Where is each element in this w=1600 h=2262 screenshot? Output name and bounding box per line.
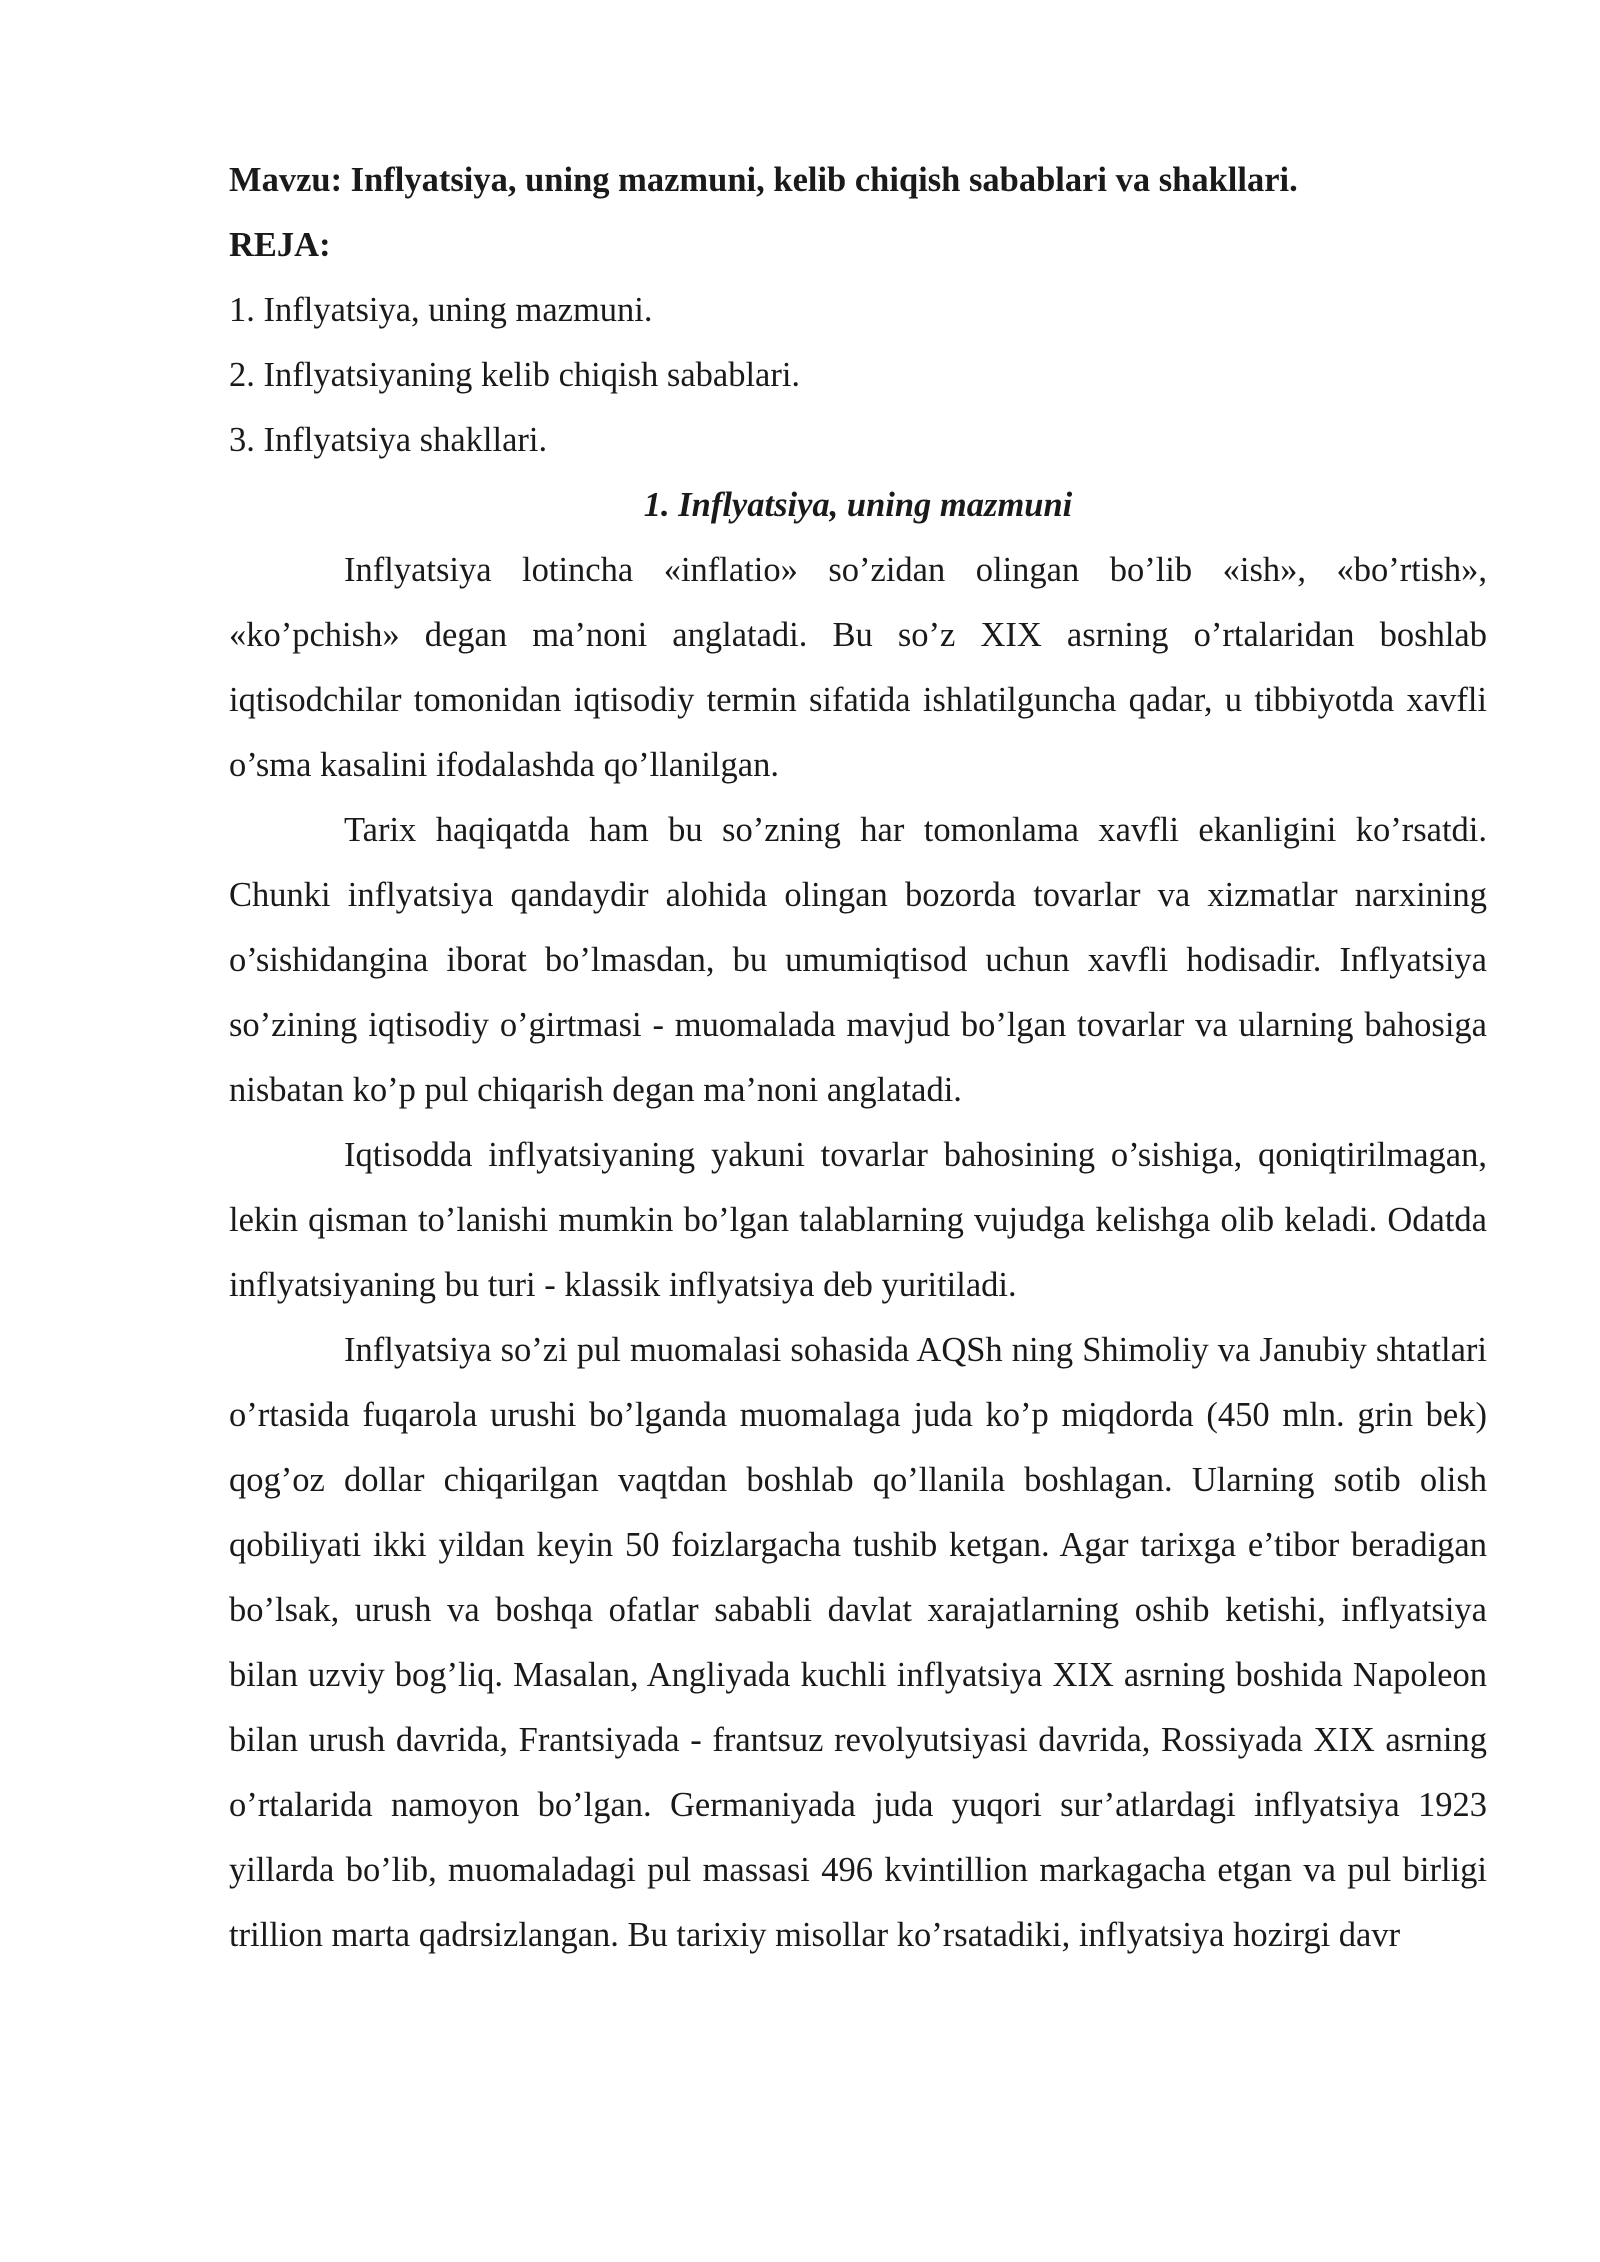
paragraph: Iqtisodda inflyatsiyaning yakuni tovarlar bahosining o’sishiga, qoniqtirilmagan, lekin qisman to’lanishi mumkin bo’lgan talablarning vujudga kelishga olib keladi. Odatda inflyatsiyaning bu turi - klassik inflyatsiya deb yuritiladi. xyxy=(229,1136,1487,1304)
plan-item: 2. Inflyatsiyaning kelib chiqish sabablari. xyxy=(229,356,801,394)
paragraph: Tarix haqiqatda ham bu so’zning har tomonlama xavfli ekanligini ko’rsatdi. Chunki inflyatsiya qandaydir alohida olingan bozorda tovarlar va xizmatlar narxining o’sishidangina iborat bo’lmasdan, bu umumiqtisod uchun xavfli hodisadir. Inflyatsiya so’zining iqtisodiy o’girtmasi - muomalada mavjud bo’lgan tovarlar va ularning bahosiga nisbatan ko’p pul chiqarish degan ma’noni anglatadi. xyxy=(229,811,1487,1109)
section-heading: 1. Inflyatsiya, uning mazmuni xyxy=(643,486,1073,524)
topic-title: Mavzu: Inflyatsiya, uning mazmuni, kelib chiqish sabablari va shakllari. xyxy=(229,161,1298,199)
plan-item: 3. Inflyatsiya shakllari. xyxy=(229,421,548,459)
paragraph: Inflyatsiya so’zi pul muomalasi sohasida AQSh ning Shimoliy va Janubiy shtatlari o’rtasida fuqarola urushi bo’lganda muomalaga juda ko’p miqdorda (450 mln. grin bek) qog’oz dollar chiqarilgan vaqtdan boshlab qo’llanila boshlagan. Ularning sotib olish qobiliyati ikki yildan keyin 50 foizlargacha tushib ketgan. Agar tarixga e’tibor beradigan bo’lsak, urush va boshqa ofatlar sababli davlat xarajatlarning oshib ketishi, inflyatsiya bilan uzviy bog’liq. Masalan, Angliyada kuchli inflyatsiya XIX asrning boshida Napoleon bilan urush davrida, Frantsiyada - frantsuz revolyutsiyasi davrida, Rossiyada XIX asrning o’rtalarida namoyon bo’lgan. Germaniyada juda yuqori sur’atlardagi inflyatsiya 1923 yillarda bo’lib, muomaladagi pul massasi 496 kvintillion markagacha etgan va pul birligi trillion marta qadrsizlangan. Bu tarixiy misollar ko’rsatadiki, inflyatsiya hozirgi davr xyxy=(229,1331,1487,1954)
paragraph: Inflyatsiya lotincha «inflatio» so’zidan olingan bo’lib «ish», «bo’rtish», «ko’pchish» degan ma’noni anglatadi. Bu so’z XIX asrning o’rtalaridan boshlab iqtisodchilar tomonidan iqtisodiy termin sifatida ishlatilguncha qadar, u tibbiyotda xavfli o’sma kasalini ifodalashda qo’llanilgan. xyxy=(229,551,1487,784)
plan-label: REJA: xyxy=(229,226,331,264)
plan-item: 1. Inflyatsiya, uning mazmuni. xyxy=(229,291,653,329)
document-body xyxy=(229,148,1487,1968)
